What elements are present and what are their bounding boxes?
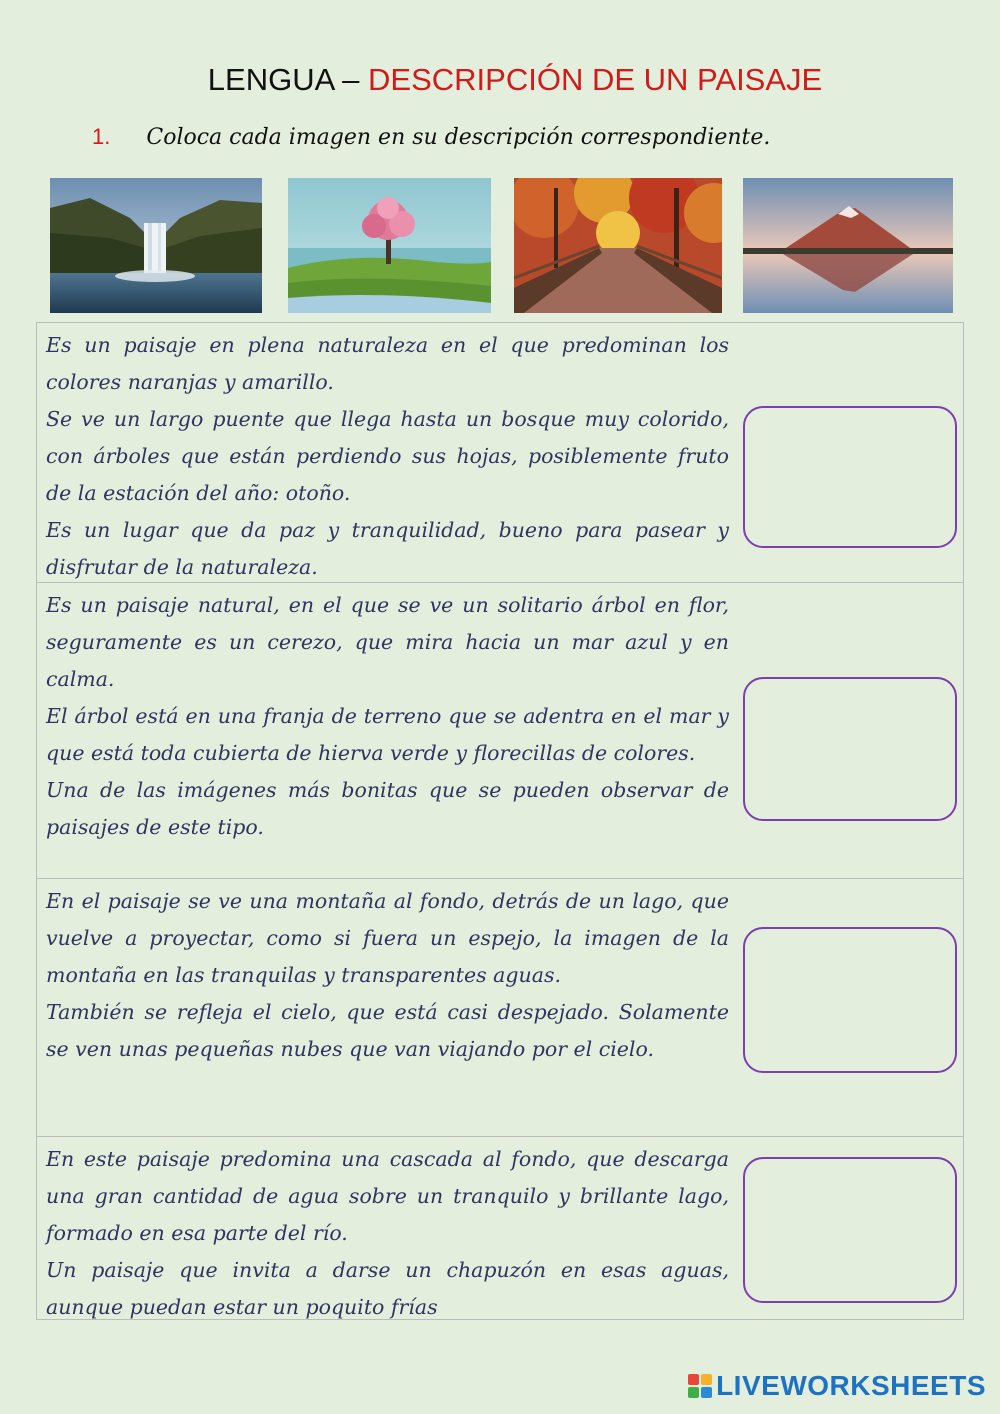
mountain-lake-image[interactable] bbox=[743, 178, 953, 313]
description-row-waterfall bbox=[37, 1136, 963, 1320]
autumn-bridge-image[interactable] bbox=[514, 178, 722, 313]
description-paragraph: El árbol está en una franja de terreno que se adentra en el mar y que está toda cubierta de hierva verde y florecillas de colores. bbox=[46, 704, 729, 765]
image-drop-box[interactable] bbox=[743, 677, 957, 821]
waterfall-image[interactable] bbox=[50, 178, 262, 313]
description-text bbox=[46, 327, 729, 586]
title-prefix: LENGUA – bbox=[207, 62, 369, 97]
description-paragraph: Se ve un largo puente que llega hasta un bosque muy colorido, con árboles que están perdiendo sus hojas, posiblemente fruto de la estación del año: otoño. bbox=[46, 407, 729, 505]
description-paragraph: Es un paisaje natural, en el que se ve un solitario árbol en flor, seguramente es un cerezo, que mira hacia un mar azul y en calma. bbox=[46, 593, 729, 691]
description-paragraph: Es un paisaje en plena naturaleza en el que predominan los colores naranjas y amarillo. bbox=[46, 333, 729, 394]
blossom-tree-illustration bbox=[288, 178, 491, 313]
logo-mark-icon bbox=[688, 1374, 712, 1398]
description-table bbox=[36, 322, 964, 1320]
image-drop-box[interactable] bbox=[743, 927, 957, 1073]
description-paragraph: Es un lugar que da paz y tranquilidad, bueno para pasear y disfrutar de la naturaleza. bbox=[46, 518, 729, 579]
description-paragraph: También se refleja el cielo, que está casi despejado. Solamente se ven unas pequeñas nubes que van viajando por el cielo. bbox=[46, 1000, 729, 1061]
description-text bbox=[46, 587, 729, 846]
logo-text: LIVEWORKSHEETS bbox=[716, 1370, 986, 1401]
description-text bbox=[46, 1141, 729, 1326]
title-highlight: DESCRIPCIÓN DE UN PAISAJE bbox=[368, 62, 823, 97]
description-paragraph: En el paisaje se ve una montaña al fondo, detrás de un lago, que vuelve a proyectar, como si fuera un espejo, la imagen de la montaña en las tranquilas y transparentes aguas. bbox=[46, 889, 729, 987]
description-row-autumn bbox=[37, 323, 963, 582]
mountain-lake-illustration bbox=[743, 178, 953, 313]
description-row-blossom bbox=[37, 582, 963, 878]
liveworksheets-logo bbox=[688, 1370, 986, 1402]
image-drop-box[interactable] bbox=[743, 1157, 957, 1303]
instruction bbox=[92, 124, 770, 150]
description-text bbox=[46, 883, 729, 1068]
image-drop-box[interactable] bbox=[743, 406, 957, 548]
blossom-tree-image[interactable] bbox=[288, 178, 491, 313]
instruction-number: 1. bbox=[92, 124, 111, 149]
description-paragraph: Un paisaje que invita a darse un chapuzón en esas aguas, aunque puedan estar un poquito frías bbox=[46, 1258, 729, 1319]
autumn-bridge-illustration bbox=[514, 178, 722, 313]
description-row-mountain bbox=[37, 878, 963, 1136]
page-title bbox=[0, 62, 1000, 98]
description-paragraph: En este paisaje predomina una cascada al fondo, que descarga una gran cantidad de agua sobre un tranquilo y brillante lago, formado en esa parte del río. bbox=[46, 1147, 729, 1245]
instruction-text: Coloca cada imagen en su descripción correspondiente. bbox=[146, 125, 771, 150]
description-paragraph: Una de las imágenes más bonitas que se pueden observar de paisajes de este tipo. bbox=[46, 778, 729, 839]
waterfall-illustration bbox=[50, 178, 262, 313]
